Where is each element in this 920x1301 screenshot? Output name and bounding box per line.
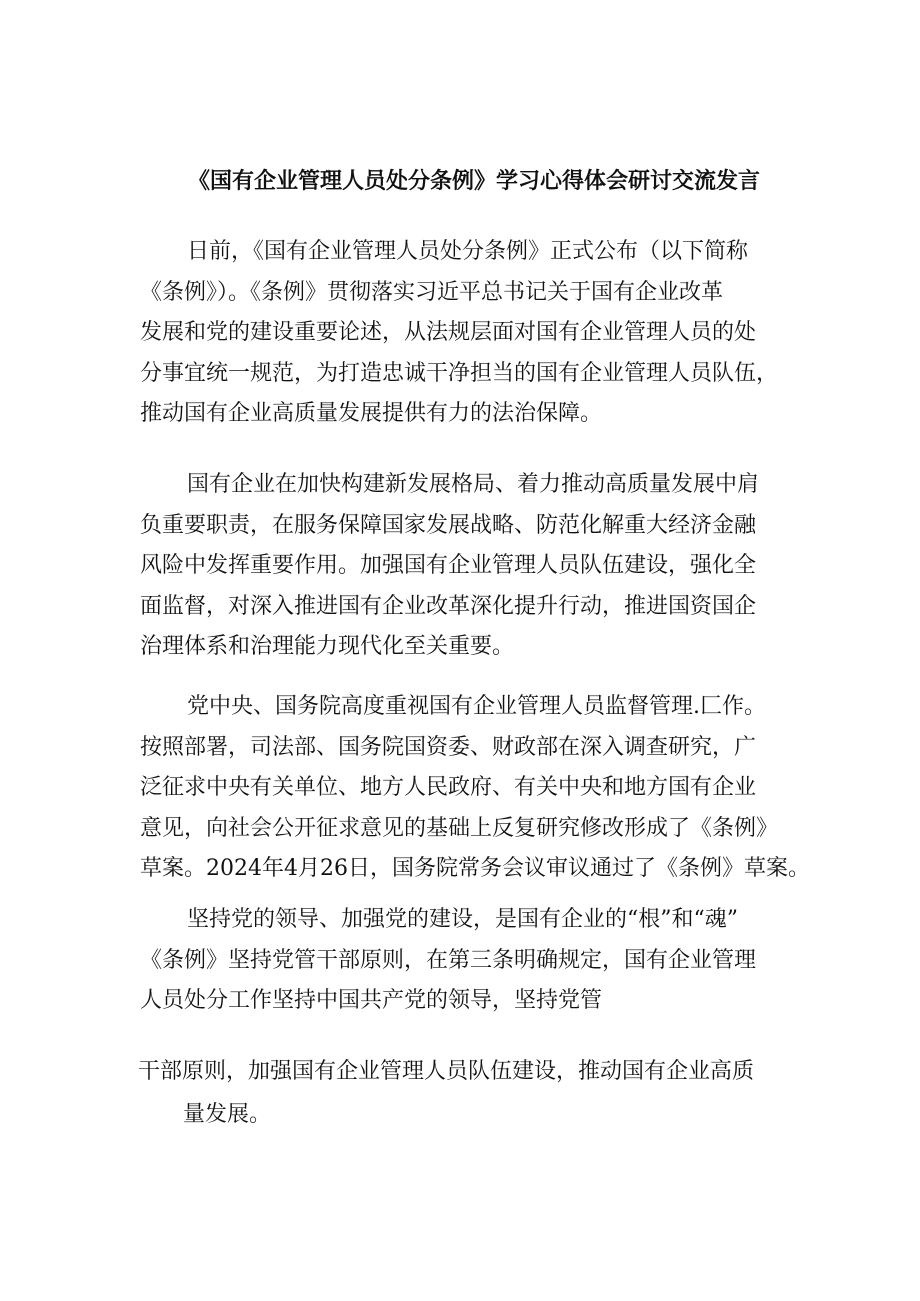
paragraph-2 (140, 465, 800, 668)
document-title: 《国有企业管理人员处分条例》学习心得体会研讨交流发言 (188, 169, 761, 194)
paragraph-line: 意见，向社会公开征求意见的基础上反复研究修改形成了《条例》 (140, 815, 779, 841)
paragraph-line: 分事宜统一规范，为打造忠诚干净担当的国有企业管理人员队伍， (140, 360, 779, 386)
paragraph-line: 风险中发挥重要作用。加强国有企业管理人员队伍建设，强化全 (140, 553, 757, 578)
paragraph-3 (140, 687, 810, 890)
paragraph-line: 面监督，对深入推进国有企业改革深化提升行动，推进国资国企 (140, 593, 757, 619)
paragraph-line: 坚持党的领导、加强党的建设，是国有企业的“根”和“魂” (187, 907, 738, 932)
paragraph-line: 草案。2024年4月26日，国务院常务会议审议通过了《条例》草案。 (140, 856, 810, 881)
paragraph-4 (140, 900, 800, 1022)
paragraph-line: 按照部署，司法部、国务院国资委、财政部在深入调查研究，广 (140, 734, 757, 760)
tail-line-2: 量发展。 (183, 1102, 272, 1127)
tail-line-1: 干部原则，加强国有企业管理人员队伍建设，推动国有企业高质 (138, 1059, 755, 1084)
paragraph-line: 泛征求中央有关单位、地方人民政府、有关中央和地方国有企业 (140, 775, 757, 800)
paragraph-line: 人员处分工作坚持中国共产党的领导，坚持党管 (140, 988, 603, 1013)
paragraph-line: 治理体系和治理能力现代化至关重要。 (140, 634, 515, 659)
paragraph-line: 负重要职责，在服务保障国家发展战略、防范化解重大经济金融 (140, 512, 757, 538)
paragraph-line: 国有企业在加快构建新发展格局、着力推动高质量发展中肩 (187, 472, 760, 497)
paragraph-line: 《条例》坚持党管干部原则，在第三条明确规定，国有企业管理 (140, 947, 757, 973)
paragraph-line: 日前，《国有企业管理人员处分条例》正式公布（以下简称 (187, 239, 749, 264)
paragraph-1 (140, 232, 800, 435)
paragraph-line: 推动国有企业高质量发展提供有力的法治保障。 (140, 401, 603, 426)
paragraph-line: 党中央、国务院高度重视国有企业管理人员监督管理.匚作。 (187, 694, 766, 719)
paragraph-line: 《条例》）。《条例》贯彻落实习近平总书记关于国有企业改革 (140, 279, 724, 305)
paragraph-line: 发展和党的建设重要论述，从法规层面对国有企业管理人员的处 (140, 320, 757, 345)
